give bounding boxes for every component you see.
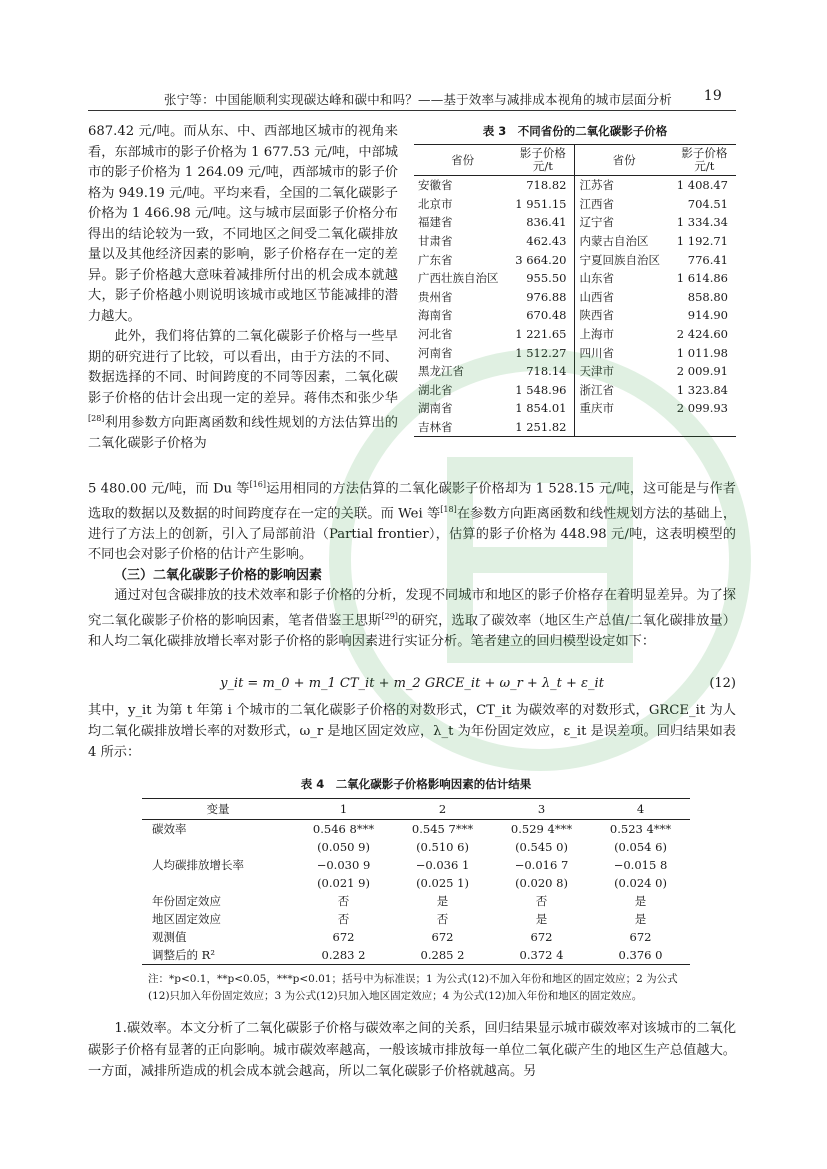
estimate-cell: (0.024 0)	[614, 876, 667, 890]
table-row	[414, 325, 736, 344]
table-row	[142, 874, 690, 892]
province-cell	[575, 418, 673, 437]
estimate-cell: 0.372 4	[519, 948, 564, 962]
variable-cell: 观测值	[152, 930, 187, 944]
price-cell: 718.14	[526, 364, 567, 379]
variable-cell: 地区固定效应	[152, 912, 221, 926]
price-cell: 3 664.20	[515, 252, 567, 267]
variable-cell	[142, 838, 294, 856]
province-cell: 天津市	[575, 362, 673, 381]
province-cell: 江苏省	[575, 176, 673, 195]
table-row	[414, 232, 736, 251]
citation-16[interactable]: [16]	[249, 480, 266, 489]
variable-cell: 调整后的 R²	[152, 948, 215, 962]
province-cell: 海南省	[418, 308, 453, 323]
price-cell: 462.43	[526, 234, 567, 249]
province-cell: 辽宁省	[575, 213, 673, 232]
estimate-cell: (0.025 1)	[416, 876, 469, 890]
table-row	[414, 399, 736, 418]
table-row	[142, 838, 690, 856]
price-cell: 718.82	[526, 178, 567, 193]
paragraph-influencing-factors	[88, 586, 736, 652]
citation-18[interactable]: [18]	[440, 504, 457, 514]
table-row	[414, 381, 736, 400]
table-row	[414, 250, 736, 269]
estimate-cell: 672	[530, 930, 553, 944]
estimate-cell: 0.376 0	[618, 948, 663, 962]
col-header-model: 1	[294, 799, 393, 820]
running-header	[88, 86, 736, 111]
province-cell: 贵州省	[418, 289, 453, 304]
estimate-cell: 0.283 2	[321, 948, 366, 962]
price-cell: 2 009.91	[676, 364, 728, 379]
estimate-cell: 否	[337, 894, 350, 908]
text-span: 运用相同的方法估算的二氧化碳影子价格却为 1 528.15 元/吨，这可能是与作者选取的数据以及数据的时间跨度存在一定的关联。而 Wei 等	[88, 481, 736, 522]
table-4	[142, 776, 690, 1005]
province-cell: 内蒙古自治区	[575, 232, 673, 251]
col-header-province: 省份	[575, 145, 673, 176]
estimate-cell: −0.036 1	[415, 858, 470, 872]
province-cell: 上海市	[575, 325, 673, 344]
equation-number: (12)	[709, 676, 736, 691]
price-cell: 1 251.82	[515, 420, 567, 435]
province-cell: 甘肃省	[418, 234, 453, 249]
text-span: 此外，我们将估算的二氧化碳影子价格与一些早期的研究进行了比较，可以看出，由于方法的不同、数据选择的不同、时间跨度的不同等因素，二氧化碳影子价格的估计会出现一定的差异。蒋伟杰和张少华	[88, 329, 398, 406]
price-cell: 1 408.47	[676, 178, 728, 193]
province-cell: 安徽省	[418, 178, 453, 193]
estimate-cell: 是	[634, 912, 647, 926]
province-cell: 福建省	[418, 215, 453, 230]
estimate-cell: 0.285 2	[420, 948, 465, 962]
table-row	[142, 946, 690, 965]
price-cell: 858.80	[687, 289, 728, 304]
text-span: 5 480.00 元/吨，而 Du 等	[88, 481, 250, 497]
province-cell: 吉林省	[418, 420, 453, 435]
full-width-text	[88, 475, 736, 652]
province-cell: 浙江省	[575, 381, 673, 400]
table-row	[414, 418, 736, 437]
col-header-variable: 变量	[142, 799, 294, 820]
price-cell: 1 854.01	[515, 401, 567, 416]
province-cell: 广东省	[418, 252, 453, 267]
price-cell: 670.48	[526, 308, 567, 323]
variable-cell	[142, 874, 294, 892]
table-row	[142, 910, 690, 928]
text-span: 在参数方向距离函数和线性规划方法的基础上，进行了方法上的创新，引入了局部前沿（Partial frontier），估算的影子价格为 448.98 元/吨，这表明模型的不同也会对影子价格的估计产生影响。	[88, 506, 737, 563]
price-cell: 1 334.34	[676, 215, 728, 230]
table-row	[414, 306, 736, 325]
estimate-cell: (0.021 9)	[317, 876, 370, 890]
table-3-body	[414, 176, 736, 437]
table-row	[414, 195, 736, 214]
paragraph-carbon-efficiency: 1.碳效率。本文分析了二氧化碳影子价格与碳效率之间的关系，回归结果显示城市碳效率对该城市的二氧化碳影子价格有显著的正向影响。城市碳效率越高，一般该城市排放每一单位二氧化碳产生的地区生产总值越大。一方面，减排所造成的机会成本就会越高，所以二氧化碳影子价格就越高。另	[88, 1021, 736, 1079]
estimate-cell: 0.545 7***	[411, 822, 474, 836]
province-cell: 重庆市	[575, 399, 673, 418]
estimate-cell: −0.030 9	[316, 858, 371, 872]
estimate-cell: −0.016 7	[514, 858, 569, 872]
note-line: (12)只加入年份固定效应；3 为公式(12)只加入地区固定效应；4 为公式(12)加入年份和地区的固定效应。	[148, 990, 643, 1002]
text-span: 的研究，选取了碳效率（地区生产总值/二氧化碳排放量）和人均二氧化碳排放增长率对影子价格的影响因素进行实证分析。笔者建立的回归模型设定如下：	[88, 613, 736, 649]
table-4-caption: 表 4 二氧化碳影子价格影响因素的估计结果	[300, 777, 532, 791]
price-cell: 1 614.86	[676, 271, 728, 286]
price-cell: 1 221.65	[515, 327, 567, 342]
table-row	[414, 176, 736, 195]
table-3	[414, 124, 736, 437]
price-cell: 1 512.27	[515, 345, 567, 360]
price-cell: 704.51	[687, 196, 728, 211]
estimate-cell: 是	[436, 894, 449, 908]
province-cell: 陕西省	[575, 306, 673, 325]
paragraph-shadow-price-regions: 687.42 元/吨。而从东、中、西部地区城市的视角来看，东部城市的影子价格为 1 677.53 元/吨，中部城市的影子价格为 1 264.09 元/吨，西部城市的影子价格为 949.19 元/吨。平均来看，全国的二氧化碳影子价格为 1 466.98 元/吨。这与城市层面影子价格分布得出的结论较为一致，不同地区之间受二氧化碳排放量以及其他经济因素的影响，影子价格存在一定的差异。影子价格越大意味着减排所付出的机会成本就越大，影子价格越小则说明该城市或地区节能减排的潜力越大。	[88, 124, 398, 324]
col-header-model: 2	[393, 799, 492, 820]
table-row	[414, 269, 736, 288]
estimate-cell: −0.015 8	[613, 858, 668, 872]
variable-cell: 碳效率	[152, 822, 187, 836]
price-cell: 836.41	[526, 215, 567, 230]
province-cell: 黑龙江省	[418, 364, 464, 379]
col-header-model: 4	[591, 799, 690, 820]
table-4-body	[142, 820, 690, 965]
price-cell: 914.90	[687, 308, 728, 323]
estimate-cell: 是	[535, 912, 548, 926]
bottom-text	[88, 1018, 736, 1083]
estimate-cell: (0.510 6)	[416, 840, 469, 854]
equation-formula: y_it = m_0 + m_1 CT_it + m_2 GRCE_it + ω_r + λ_t + ε_it	[220, 676, 604, 691]
paragraph-other-studies	[88, 475, 736, 566]
estimate-cell: (0.054 6)	[614, 840, 667, 854]
estimate-cell: 否	[535, 894, 548, 908]
estimate-cell: 672	[431, 930, 454, 944]
table-row	[142, 820, 690, 839]
page-number: 19	[703, 88, 722, 104]
table-row	[414, 362, 736, 381]
price-cell	[673, 418, 736, 437]
estimate-cell: (0.050 9)	[317, 840, 370, 854]
section-heading: （三）二氧化碳影子价格的影响因素	[114, 567, 323, 583]
price-cell: 1 951.15	[515, 196, 567, 211]
province-cell: 四川省	[575, 343, 673, 362]
province-cell: 广西壮族自治区	[418, 271, 499, 286]
province-cell: 湖北省	[418, 382, 453, 397]
paragraph-comparison	[88, 327, 398, 454]
price-cell: 1 323.84	[676, 382, 728, 397]
province-cell: 湖南省	[418, 401, 453, 416]
table-3-caption: 表 3 不同省份的二氧化碳影子价格	[482, 124, 668, 138]
estimate-cell: 0.523 4***	[609, 822, 672, 836]
citation-29[interactable]: [29]	[381, 611, 398, 621]
estimate-cell: 否	[436, 912, 449, 926]
price-cell: 976.88	[526, 289, 567, 304]
estimate-cell: 0.546 8***	[312, 822, 375, 836]
text-span: 利用参数方向距离函数和线性规划的方法估算出的二氧化碳影子价格为	[88, 415, 398, 451]
variable-cell: 人均碳排放增长率	[152, 858, 244, 872]
paragraph-variable-definitions: 其中，y_it 为第 t 年第 i 个城市的二氧化碳影子价格的对数形式，CT_it 为碳效率的对数形式，GRCE_it 为人均二氧化碳排放增长率的对数形式，ω_r 是地区固定效应，λ_t 为年份固定效应，ε_it 是误差项。回归结果如表 4 所示：	[88, 703, 736, 760]
table-row	[142, 892, 690, 910]
price-cell: 2 099.93	[676, 401, 728, 416]
province-cell: 北京市	[418, 196, 453, 211]
province-cell: 山东省	[575, 269, 673, 288]
text-span: 通过对包含碳排放的技术效率和影子价格的分析，发现不同城市和地区的影子价格存在着明显差异。为了探究二氧化碳影子价格的影响因素，笔者借鉴王思斯	[88, 588, 736, 629]
table-3-grid	[414, 144, 736, 437]
price-cell: 1 192.71	[676, 234, 728, 249]
table-row	[142, 928, 690, 946]
note-line: 注：*p<0.1，**p<0.05，***p<0.01；括号中为标准误；1 为公式(12)不加入年份和地区的固定效应；2 为公式	[148, 973, 678, 985]
table-row	[414, 343, 736, 362]
col-header-province: 省份	[414, 145, 511, 176]
province-cell: 河南省	[418, 345, 453, 360]
price-cell: 1 011.98	[676, 345, 728, 360]
table-4-note	[142, 971, 690, 1005]
estimate-cell: 否	[337, 912, 350, 926]
col-header-price: 影子价格元/t	[511, 145, 575, 176]
table-row	[414, 288, 736, 307]
price-cell: 955.50	[526, 271, 567, 286]
variable-cell: 年份固定效应	[152, 894, 221, 908]
citation-28[interactable]: [28]	[88, 414, 105, 423]
estimate-cell: (0.020 8)	[515, 876, 568, 890]
table-4-grid	[142, 798, 690, 965]
table-4-header-row	[142, 799, 690, 820]
province-cell: 河北省	[418, 327, 453, 342]
price-cell: 776.41	[687, 252, 728, 267]
province-cell: 江西省	[575, 195, 673, 214]
col-header-price: 影子价格元/t	[673, 145, 736, 176]
regression-equation	[88, 676, 736, 698]
estimate-cell: 672	[629, 930, 652, 944]
left-column-text	[88, 122, 398, 454]
table-row	[414, 213, 736, 232]
header-title: 张宁等：中国能顺利实现碳达峰和碳中和吗？——基于效率与减排成本视角的城市层面分析	[164, 92, 673, 107]
price-cell: 1 548.96	[515, 382, 567, 397]
price-cell: 2 424.60	[676, 327, 728, 342]
province-cell: 山西省	[575, 288, 673, 307]
estimate-cell: 是	[634, 894, 647, 908]
estimate-cell: 672	[332, 930, 355, 944]
estimate-cell: (0.545 0)	[515, 840, 568, 854]
estimate-cell: 0.529 4***	[510, 822, 573, 836]
province-cell: 宁夏回族自治区	[575, 250, 673, 269]
table-row	[142, 856, 690, 874]
col-header-model: 3	[492, 799, 591, 820]
